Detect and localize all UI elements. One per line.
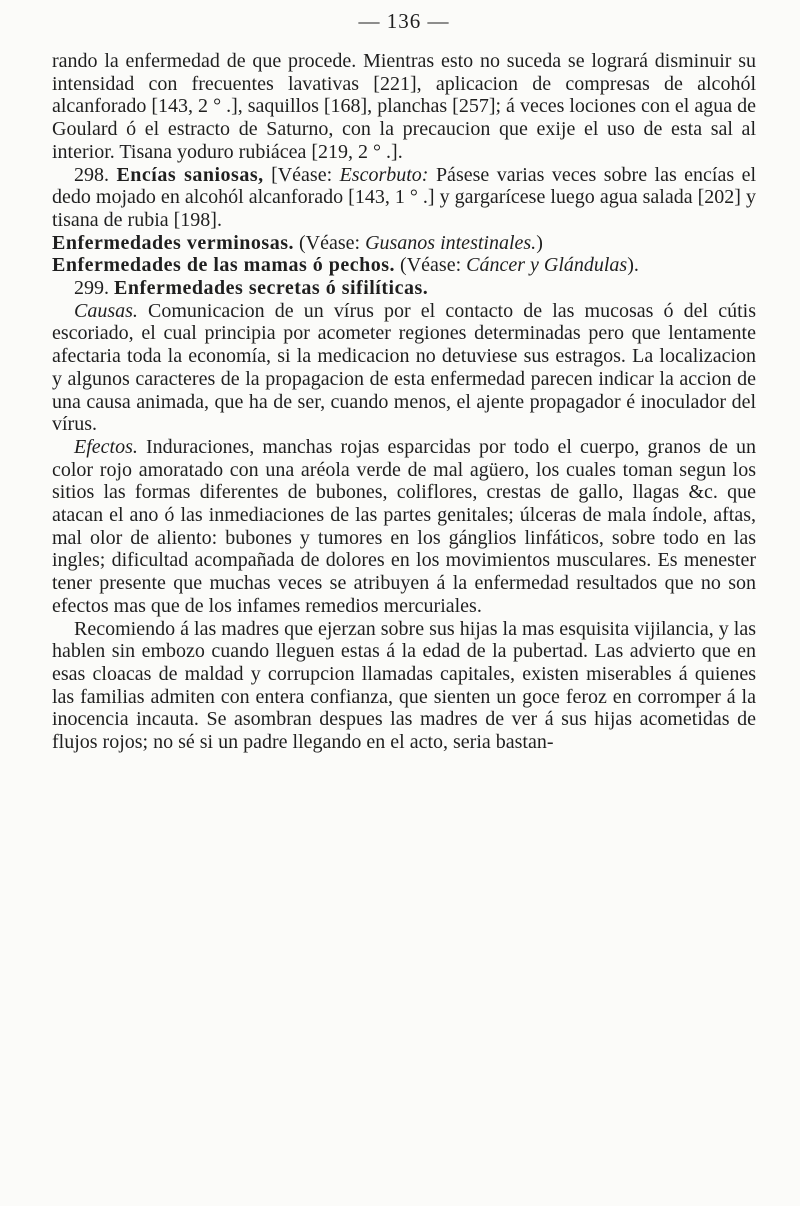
entry-text: Pásese varias veces sobre las encías el dedo mojado en alcohól alcanforado [143, 1 ° .] y gargarícese luego agua salada [202] y tisana de rubia [198]. xyxy=(52,163,757,231)
entry-number: 299. xyxy=(74,277,109,300)
entry-heading: Enfermedades de las mamas ó pechos. xyxy=(52,254,396,277)
entry-heading: Enfermedades secretas ó sifilíticas. xyxy=(114,277,429,300)
paragraph-efectos xyxy=(52,436,756,618)
entry-mamas xyxy=(52,254,756,277)
see-also-close: ). xyxy=(627,254,639,277)
paragraph-recomendacion xyxy=(52,618,756,754)
paragraph-continuation xyxy=(52,50,756,164)
page-number: — 136 — xyxy=(358,9,450,33)
see-also-open: (Véase: xyxy=(298,231,361,254)
entry-299 xyxy=(52,277,756,300)
paragraph-text: Induraciones, manchas rojas esparcidas por todo el cuerpo, granos de un color rojo amoratado con una aréola verde de mal agüero, los cuales toman segun los sitios las formas diferentes de bubones, coliflores, crestas de gallo, llagas &c. que atacan el ano ó las inmediaciones de las partes genitales; úlceras de mala índole, aftas, mal olor de aliento: bubones y tumores en los gánglios linfáticos, sobre todo en las ingles; dificultad acompañada de dolores en los movimientos musculares. Es menester tener presente que muchas veces se atribuyen á la enfermedad resultados que no son efectos mas que de los infames remedios mercuriales. xyxy=(52,435,756,617)
entry-heading: Encías saniosas, xyxy=(116,163,264,186)
book-page xyxy=(52,10,756,1190)
see-also-reference: Cáncer y Glándulas xyxy=(466,254,628,277)
entry-heading: Enfermedades verminosas. xyxy=(52,231,294,254)
paragraph-text: Recomiendo á las madres que ejerzan sobre sus hijas la mas esquisita vijilancia, y las hablen sin embozo cuando lleguen estas á la edad de la pubertad. Las advierto que en esas cloacas de maldad y corrupcion llamadas capitales, existen miserables á quienes las familias admiten con entera confianza, que sienten un goce feroz en corromper á la inocencia incauta. Se asombran despues las madres de ver á sus hijas acometidas de flujos rojos; no sé si un padre llegando en el acto, seria bastan- xyxy=(52,617,756,754)
paragraph-text: rando la enfermedad de que procede. Mientras esto no suceda se logrará disminuir su intensidad con frecuentes lavativas [221], aplicacion de compresas de alcohól alcanforado [143, 2 ° .], saquillos [168], planchas [257]; á veces lociones con el agua de Goulard ó el estracto de Saturno, con la precaucion que exije el uso de esta sal al interior. Tisana yoduro rubiácea [219, 2 ° .]. xyxy=(52,50,756,163)
entry-number: 298. xyxy=(74,163,109,186)
paragraph-text: Comunicacion de un vírus por el contacto de las mucosas ó del cútis escoriado, el cual principia por acometer regiones determinadas pero que lentamente afectaria toda la economía, si la medicacion no detuviese sus estragos. La localizacion y algunos caracteres de la propagacion de esta enfermedad parecen indicar la accion de una causa animada, que ha de ser, cuando menos, el ajente propagador é inoculador del vírus. xyxy=(52,299,756,436)
entry-verminosas xyxy=(52,232,756,255)
see-also-open: (Véase: xyxy=(400,254,462,277)
section-label: Causas. xyxy=(74,299,138,322)
section-label: Efectos. xyxy=(74,435,138,458)
see-also-close: ) xyxy=(536,231,543,254)
see-also-open: [Véase: xyxy=(271,163,333,186)
paragraph-causas xyxy=(52,300,756,436)
see-also-reference: Gusanos intestinales. xyxy=(365,231,537,254)
entry-298 xyxy=(52,164,756,232)
see-also-reference: Escorbuto: xyxy=(339,163,429,186)
